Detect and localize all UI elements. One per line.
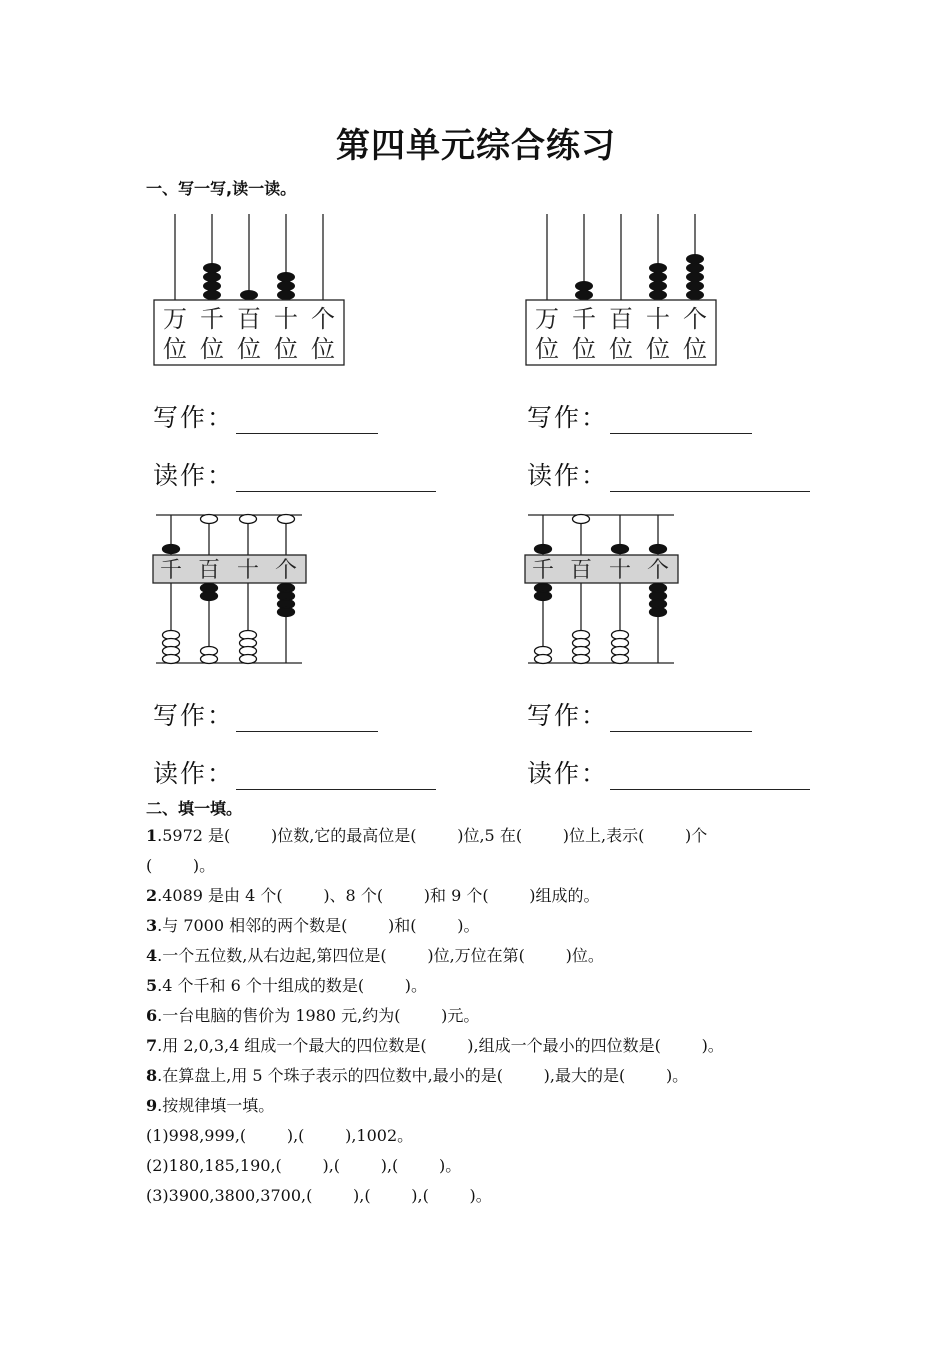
read-blank[interactable]: [610, 763, 810, 790]
read-blank[interactable]: [236, 465, 436, 492]
read-blank[interactable]: [610, 465, 810, 492]
read-answer-2: [527, 456, 810, 492]
place-label: 十: [274, 305, 298, 333]
place-label: 位: [535, 335, 559, 363]
place-label: 千: [572, 305, 596, 333]
question-4: 4.一个五位数,从右边起,第四位是( )位,万位在第( )位。: [146, 946, 604, 965]
place-label: 十: [236, 558, 260, 583]
write-label: 写作：: [153, 403, 235, 432]
upper-beads: [163, 515, 295, 554]
place-label: 位: [274, 335, 298, 363]
write-answer-2: [527, 398, 752, 434]
place-label: 千: [200, 305, 224, 333]
place-label: 位: [163, 335, 187, 363]
suanpan-abacus-1: [150, 508, 312, 670]
question-1-cont: ( )。: [146, 856, 216, 875]
section-1-heading: 一、写一写,读一读。: [146, 179, 297, 198]
write-blank[interactable]: [610, 705, 752, 732]
question-2: 2.4089 是由 4 个( )、8 个( )和 9 个( )组成的。: [146, 886, 600, 905]
question-9-3: (3)3900,3800,3700,( ),( ),( )。: [146, 1186, 492, 1205]
place-label: 位: [311, 335, 335, 363]
place-label: 万: [163, 305, 187, 333]
beads: [575, 254, 704, 300]
place-label: 百: [237, 305, 261, 333]
counting-abacus-1: [150, 210, 350, 372]
place-label: 个: [311, 305, 335, 333]
lower-beads: [163, 584, 295, 664]
question-9-2: (2)180,185,190,( ),( ),( )。: [146, 1156, 462, 1175]
read-label: 读作：: [153, 461, 235, 490]
place-label: 百: [609, 305, 633, 333]
place-label: 个: [646, 558, 670, 583]
place-label: 万: [535, 305, 559, 333]
read-answer-3: [153, 754, 436, 790]
read-label: 读作：: [527, 461, 609, 490]
place-label: 百: [569, 558, 593, 583]
place-label: 十: [608, 558, 632, 583]
place-label: 位: [572, 335, 596, 363]
counting-abacus-2: [522, 210, 722, 372]
page-title: 第四单元综合练习: [336, 126, 616, 166]
read-label: 读作：: [153, 759, 235, 788]
write-blank[interactable]: [610, 407, 752, 434]
place-label: 百: [197, 558, 221, 583]
place-label: 位: [237, 335, 261, 363]
write-blank[interactable]: [236, 407, 378, 434]
place-label: 十: [646, 305, 670, 333]
question-3: 3.与 7000 相邻的两个数是( )和( )。: [146, 916, 480, 935]
place-label: 个: [274, 558, 298, 583]
question-8: 8.在算盘上,用 5 个珠子表示的四位数中,最小的是( ),最大的是( )。: [146, 1066, 689, 1085]
question-7: 7.用 2,0,3,4 组成一个最大的四位数是( ),组成一个最小的四位数是( )。: [146, 1036, 724, 1055]
write-answer-3: [153, 696, 378, 732]
place-label: 位: [200, 335, 224, 363]
read-answer-4: [527, 754, 810, 790]
write-blank[interactable]: [236, 705, 378, 732]
write-label: 写作：: [527, 701, 609, 730]
place-label: 千: [531, 558, 555, 583]
place-label: 个: [683, 305, 707, 333]
question-5: 5.4 个千和 6 个十组成的数是( )。: [146, 976, 428, 995]
place-label: 位: [683, 335, 707, 363]
write-label: 写作：: [153, 701, 235, 730]
question-6: 6.一台电脑的售价为 1980 元,约为( )元。: [146, 1006, 480, 1025]
rods: [547, 214, 695, 300]
read-answer-1: [153, 456, 436, 492]
rods: [175, 214, 323, 300]
read-label: 读作：: [527, 759, 609, 788]
place-label: 位: [609, 335, 633, 363]
place-label: 位: [646, 335, 670, 363]
write-label: 写作：: [527, 403, 609, 432]
place-label: 千: [159, 558, 183, 583]
write-answer-1: [153, 398, 378, 434]
lower-beads: [535, 584, 667, 664]
upper-beads: [535, 515, 667, 554]
write-answer-4: [527, 696, 752, 732]
section-2-heading: 二、填一填。: [146, 799, 243, 818]
question-1: 1.5972 是( )位数,它的最高位是( )位,5 在( )位上,表示( )个: [146, 826, 708, 845]
question-9-1: (1)998,999,( ),( ),1002。: [146, 1126, 414, 1145]
question-9: 9.按规律填一填。: [146, 1096, 275, 1115]
read-blank[interactable]: [236, 763, 436, 790]
suanpan-abacus-2: [522, 508, 684, 670]
